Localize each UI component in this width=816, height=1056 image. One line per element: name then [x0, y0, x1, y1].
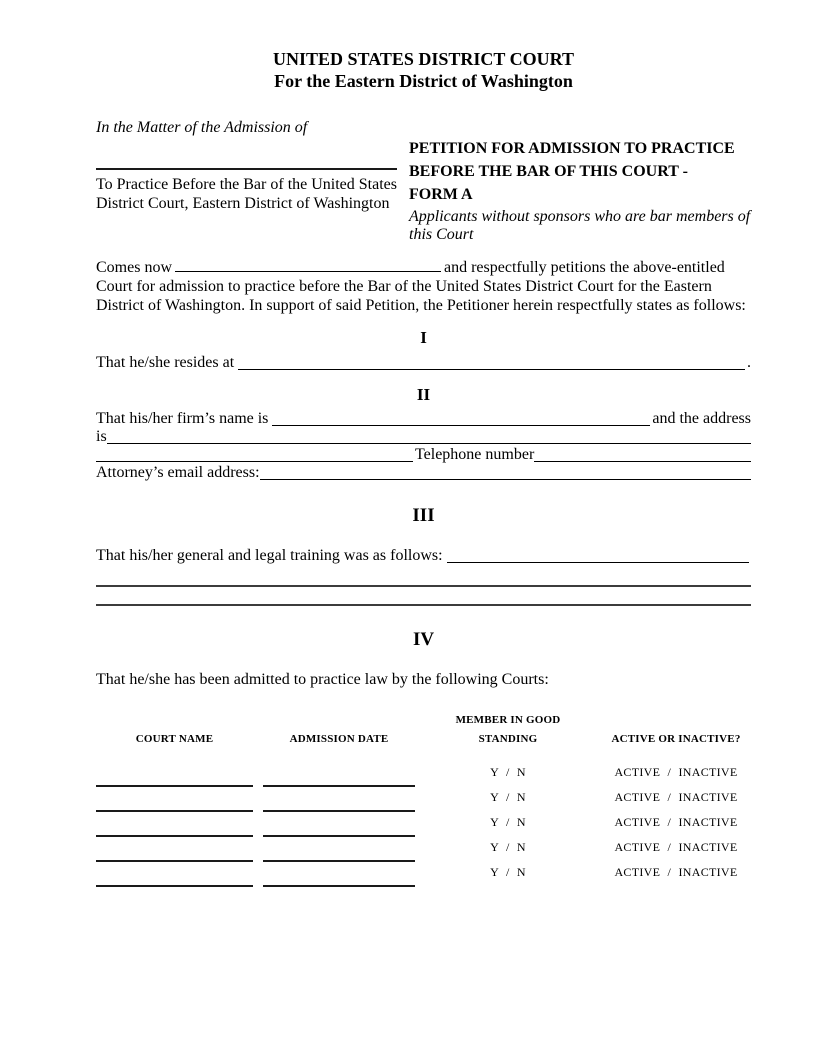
- comes-now-label: Comes now: [96, 259, 172, 276]
- header-active-inactive: ACTIVE OR INACTIVE?: [611, 733, 741, 745]
- section-iv-numeral: IV: [412, 629, 435, 650]
- section-i-numeral: I: [420, 328, 427, 347]
- court-name-blank[interactable]: [96, 787, 253, 812]
- to-practice-line-2: District Court, Eastern District of Washington: [96, 195, 390, 212]
- email-label: Attorney’s email address:: [96, 464, 260, 481]
- address-is-label: is: [96, 428, 107, 445]
- admission-date-blank[interactable]: [263, 787, 415, 812]
- court-name-blank[interactable]: [96, 762, 253, 787]
- petition-title-line-1: PETITION FOR ADMISSION TO PRACTICE: [409, 140, 735, 157]
- training-blank-3[interactable]: [96, 604, 751, 606]
- telephone-row: [96, 446, 751, 464]
- admitted-courts-label: That he/she has been admitted to practice law by the following Courts:: [96, 671, 549, 688]
- active-status-options[interactable]: ACTIVE / INACTIVE: [614, 815, 738, 829]
- court-name-blank[interactable]: [96, 837, 253, 862]
- active-status-options[interactable]: ACTIVE / INACTIVE: [614, 840, 738, 854]
- address-conjunction-label: and the address: [652, 410, 751, 427]
- caption-left-column: [96, 118, 397, 244]
- matter-of-admission-label: In the Matter of the Admission of: [96, 119, 308, 136]
- address-blank-line-2[interactable]: [96, 460, 413, 462]
- header-admission-date: ADMISSION DATE: [289, 733, 389, 745]
- active-status-options[interactable]: ACTIVE / INACTIVE: [614, 790, 738, 804]
- petition-subtitle: Applicants without sponsors who are bar members of this Court: [409, 208, 751, 243]
- training-blank-1[interactable]: [447, 561, 749, 563]
- court-name-blank[interactable]: [96, 812, 253, 837]
- resides-label: That he/she resides at: [96, 354, 235, 371]
- petition-title-line-2: BEFORE THE BAR OF THIS COURT -: [409, 163, 688, 180]
- active-status-options[interactable]: ACTIVE / INACTIVE: [614, 765, 738, 779]
- resides-period: .: [747, 354, 751, 371]
- address-row-1: [96, 428, 751, 446]
- training-blank-2[interactable]: [96, 585, 751, 587]
- telephone-label: Telephone number: [415, 446, 535, 463]
- active-status-options[interactable]: ACTIVE / INACTIVE: [614, 865, 738, 879]
- firm-name-row: [96, 410, 751, 428]
- email-blank[interactable]: [260, 478, 751, 480]
- court-district-subtitle: For the Eastern District of Washington: [274, 71, 573, 91]
- header-court-name: COURT NAME: [135, 733, 214, 745]
- court-header: [96, 48, 751, 92]
- petitioner-name-blank[interactable]: [175, 259, 441, 272]
- training-label: That his/her general and legal training was as follows:: [96, 547, 443, 564]
- caption-right-column: [409, 118, 751, 244]
- admission-date-blank[interactable]: [263, 812, 415, 837]
- section-iii-numeral: III: [412, 505, 435, 526]
- email-row: [96, 464, 751, 482]
- good-standing-options[interactable]: Y / N: [490, 815, 526, 829]
- to-practice-line-1: To Practice Before the Bar of the United States: [96, 176, 397, 193]
- courts-table: [96, 711, 751, 887]
- court-title: UNITED STATES DISTRICT COURT: [273, 49, 574, 69]
- court-name-blank[interactable]: [96, 862, 253, 887]
- petition-opening-paragraph: [96, 258, 751, 315]
- admission-date-blank[interactable]: [263, 762, 415, 787]
- firm-name-label: That his/her firm’s name is: [96, 410, 269, 427]
- address-blank-line-1[interactable]: [107, 442, 751, 444]
- good-standing-options[interactable]: Y / N: [490, 765, 526, 779]
- section-ii-numeral: II: [416, 385, 431, 404]
- residence-row: [96, 353, 751, 372]
- admission-date-blank[interactable]: [263, 862, 415, 887]
- admission-name-blank[interactable]: [96, 137, 397, 170]
- header-good-standing: MEMBER IN GOOD STANDING: [455, 714, 561, 745]
- residence-blank[interactable]: [238, 368, 745, 370]
- good-standing-options[interactable]: Y / N: [490, 865, 526, 879]
- training-row: [96, 546, 751, 565]
- good-standing-options[interactable]: Y / N: [490, 840, 526, 854]
- good-standing-options[interactable]: Y / N: [490, 790, 526, 804]
- petition-title-line-3: FORM A: [409, 186, 473, 203]
- petition-body-text: and respectfully petitions the above-entitled Court for admission to practice before the Bar of the United States District Court for the Eastern District of Washington. In support of said Petition, the Petitioner herein respectfully states as follows:: [96, 259, 746, 314]
- telephone-blank[interactable]: [534, 460, 751, 462]
- case-caption: [96, 118, 751, 244]
- firm-name-blank[interactable]: [272, 424, 650, 426]
- admission-date-blank[interactable]: [263, 837, 415, 862]
